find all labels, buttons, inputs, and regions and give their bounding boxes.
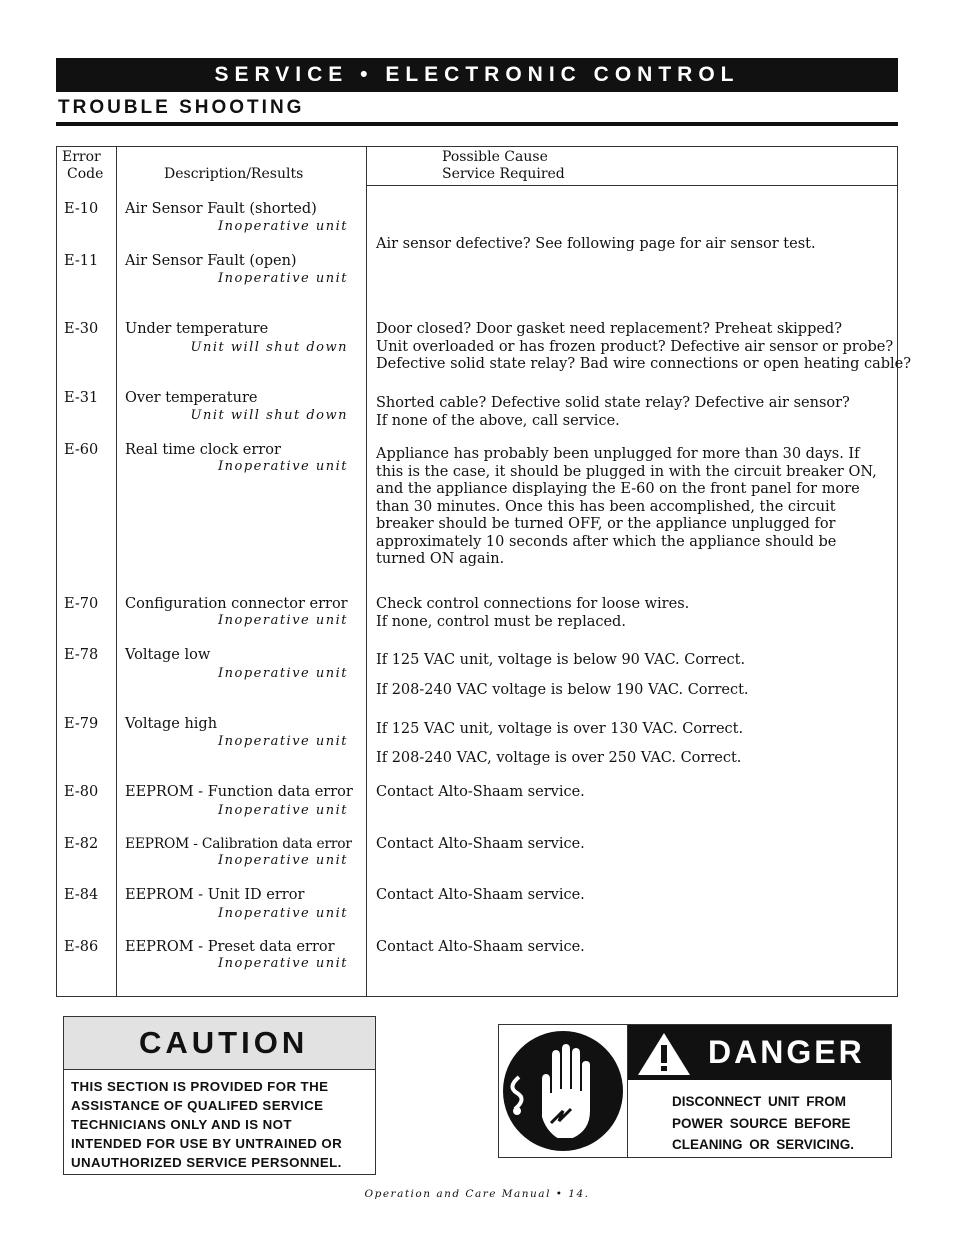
danger-line: POWER SOURCE BEFORE <box>672 1115 851 1131</box>
error-code: E-84 <box>64 887 99 903</box>
cause-text: Contact Alto-Shaam service. <box>376 939 585 955</box>
cause-text <box>376 395 850 430</box>
danger-message <box>672 1091 854 1156</box>
hand-shock-icon <box>501 1027 625 1155</box>
error-code: E-10 <box>64 201 99 217</box>
danger-box <box>498 1024 892 1158</box>
cause-line: Defective solid state relay? Bad wire connections or open heating cable? <box>376 356 912 372</box>
error-description: Air Sensor Fault (shorted) <box>125 201 317 217</box>
error-result: Inoperative unit <box>218 219 348 234</box>
error-code: E-30 <box>64 321 99 337</box>
caution-title: CAUTION <box>64 1017 375 1070</box>
danger-header <box>628 1025 891 1080</box>
cause-text: Contact Alto-Shaam service. <box>376 887 585 903</box>
caution-body <box>64 1070 375 1172</box>
cause-line: this is the case, it should be plugged in with the circuit breaker ON, <box>376 463 877 480</box>
error-code: E-60 <box>64 442 99 458</box>
error-code: E-80 <box>64 784 99 800</box>
cause-text: Contact Alto-Shaam service. <box>376 836 585 852</box>
error-code: E-31 <box>64 390 99 406</box>
header-description: Description/Results <box>164 166 304 182</box>
header-code: Code <box>67 166 104 182</box>
error-result: Inoperative unit <box>218 853 348 868</box>
danger-line: DISCONNECT UNIT FROM <box>672 1094 846 1109</box>
error-description: Over temperature <box>125 390 258 406</box>
column-divider <box>366 147 367 996</box>
caution-line: INTENDED FOR USE BY UNTRAINED OR <box>71 1136 343 1151</box>
error-code: E-11 <box>64 253 99 269</box>
error-description: Under temperature <box>125 321 269 337</box>
error-description: Voltage low <box>125 647 211 663</box>
header-service-required: Service Required <box>442 166 565 182</box>
section-subheading: TROUBLE SHOOTING <box>58 97 305 118</box>
cause-text: If 208-240 VAC voltage is below 190 VAC. Correct. <box>376 682 749 698</box>
cause-line: Door closed? Door gasket need replacement? Preheat skipped? <box>376 321 842 337</box>
error-code: E-79 <box>64 716 99 732</box>
cause-line: Unit overloaded or has frozen product? Defective air sensor or probe? <box>376 338 894 355</box>
cause-line: If none of the above, call service. <box>376 412 620 429</box>
caution-line: UNAUTHORIZED SERVICE PERSONNEL. <box>71 1155 342 1170</box>
error-code: E-70 <box>64 596 99 612</box>
error-result: Inoperative unit <box>218 956 348 971</box>
cause-line: Check control connections for loose wires. <box>376 596 690 612</box>
error-result: Inoperative unit <box>218 613 348 628</box>
header-rule <box>367 185 897 186</box>
cause-line: Shorted cable? Defective solid state relay? Defective air sensor? <box>376 395 850 411</box>
cause-text: If 208-240 VAC, voltage is over 250 VAC. Correct. <box>376 750 742 766</box>
error-code: E-78 <box>64 647 99 663</box>
caution-line: THIS SECTION IS PROVIDED FOR THE <box>71 1079 329 1094</box>
troubleshooting-table <box>56 146 912 997</box>
caution-line: TECHNICIANS ONLY AND IS NOT <box>71 1117 292 1132</box>
error-result: Inoperative unit <box>218 666 348 681</box>
cause-text <box>376 321 911 374</box>
cause-line: than 30 minutes. Once this has been accomplished, the circuit <box>376 498 836 515</box>
caution-box <box>63 1016 376 1175</box>
danger-title: DANGER <box>708 1034 865 1070</box>
error-description: EEPROM - Unit ID error <box>125 887 305 903</box>
error-result: Inoperative unit <box>218 803 348 818</box>
error-description: EEPROM - Function data error <box>125 784 353 800</box>
cause-line: turned ON again. <box>376 551 505 567</box>
error-description: Voltage high <box>125 716 218 732</box>
cause-line: and the appliance displaying the E-60 on the front panel for more <box>376 481 860 497</box>
error-description: Configuration connector error <box>125 596 348 612</box>
cause-text: Air sensor defective? See following page for air sensor test. <box>376 236 816 252</box>
error-description: EEPROM - Calibration data error <box>125 836 352 852</box>
header-possible-cause: Possible Cause <box>442 149 548 165</box>
error-description: Real time clock error <box>125 442 281 458</box>
warning-exclamation-icon <box>634 1029 694 1077</box>
cause-line: Appliance has probably been unplugged for more than 30 days. If <box>376 446 860 462</box>
caution-line: ASSISTANCE OF QUALIFED SERVICE <box>71 1098 324 1113</box>
subheading-rule <box>56 122 898 126</box>
error-description: EEPROM - Preset data error <box>125 939 335 955</box>
error-result: Unit will shut down <box>190 408 348 423</box>
section-banner: SERVICE • ELECTRONIC CONTROL <box>56 58 898 92</box>
error-result: Inoperative unit <box>218 271 348 286</box>
error-code: E-82 <box>64 836 99 852</box>
danger-line: CLEANING OR SERVICING. <box>672 1137 855 1152</box>
error-code: E-86 <box>64 939 99 955</box>
error-result: Unit will shut down <box>190 340 348 355</box>
cause-text: If 125 VAC unit, voltage is over 130 VAC. Correct. <box>376 721 744 737</box>
error-result: Inoperative unit <box>218 459 348 474</box>
cause-line: breaker should be turned OFF, or the appliance unplugged for <box>376 516 836 532</box>
cause-text: If 125 VAC unit, voltage is below 90 VAC. Correct. <box>376 652 746 668</box>
error-result: Inoperative unit <box>218 734 348 749</box>
cause-text <box>376 596 689 631</box>
cause-text: Contact Alto-Shaam service. <box>376 784 585 800</box>
error-result: Inoperative unit <box>218 906 348 921</box>
header-error: Error <box>62 149 101 165</box>
column-divider <box>116 147 117 996</box>
cause-line: If none, control must be replaced. <box>376 613 626 630</box>
page-footer: Operation and Care Manual • 14. <box>364 1188 590 1200</box>
cause-line: approximately 10 seconds after which the appliance should be <box>376 533 837 550</box>
cause-text <box>376 446 877 569</box>
error-description: Air Sensor Fault (open) <box>125 253 297 269</box>
